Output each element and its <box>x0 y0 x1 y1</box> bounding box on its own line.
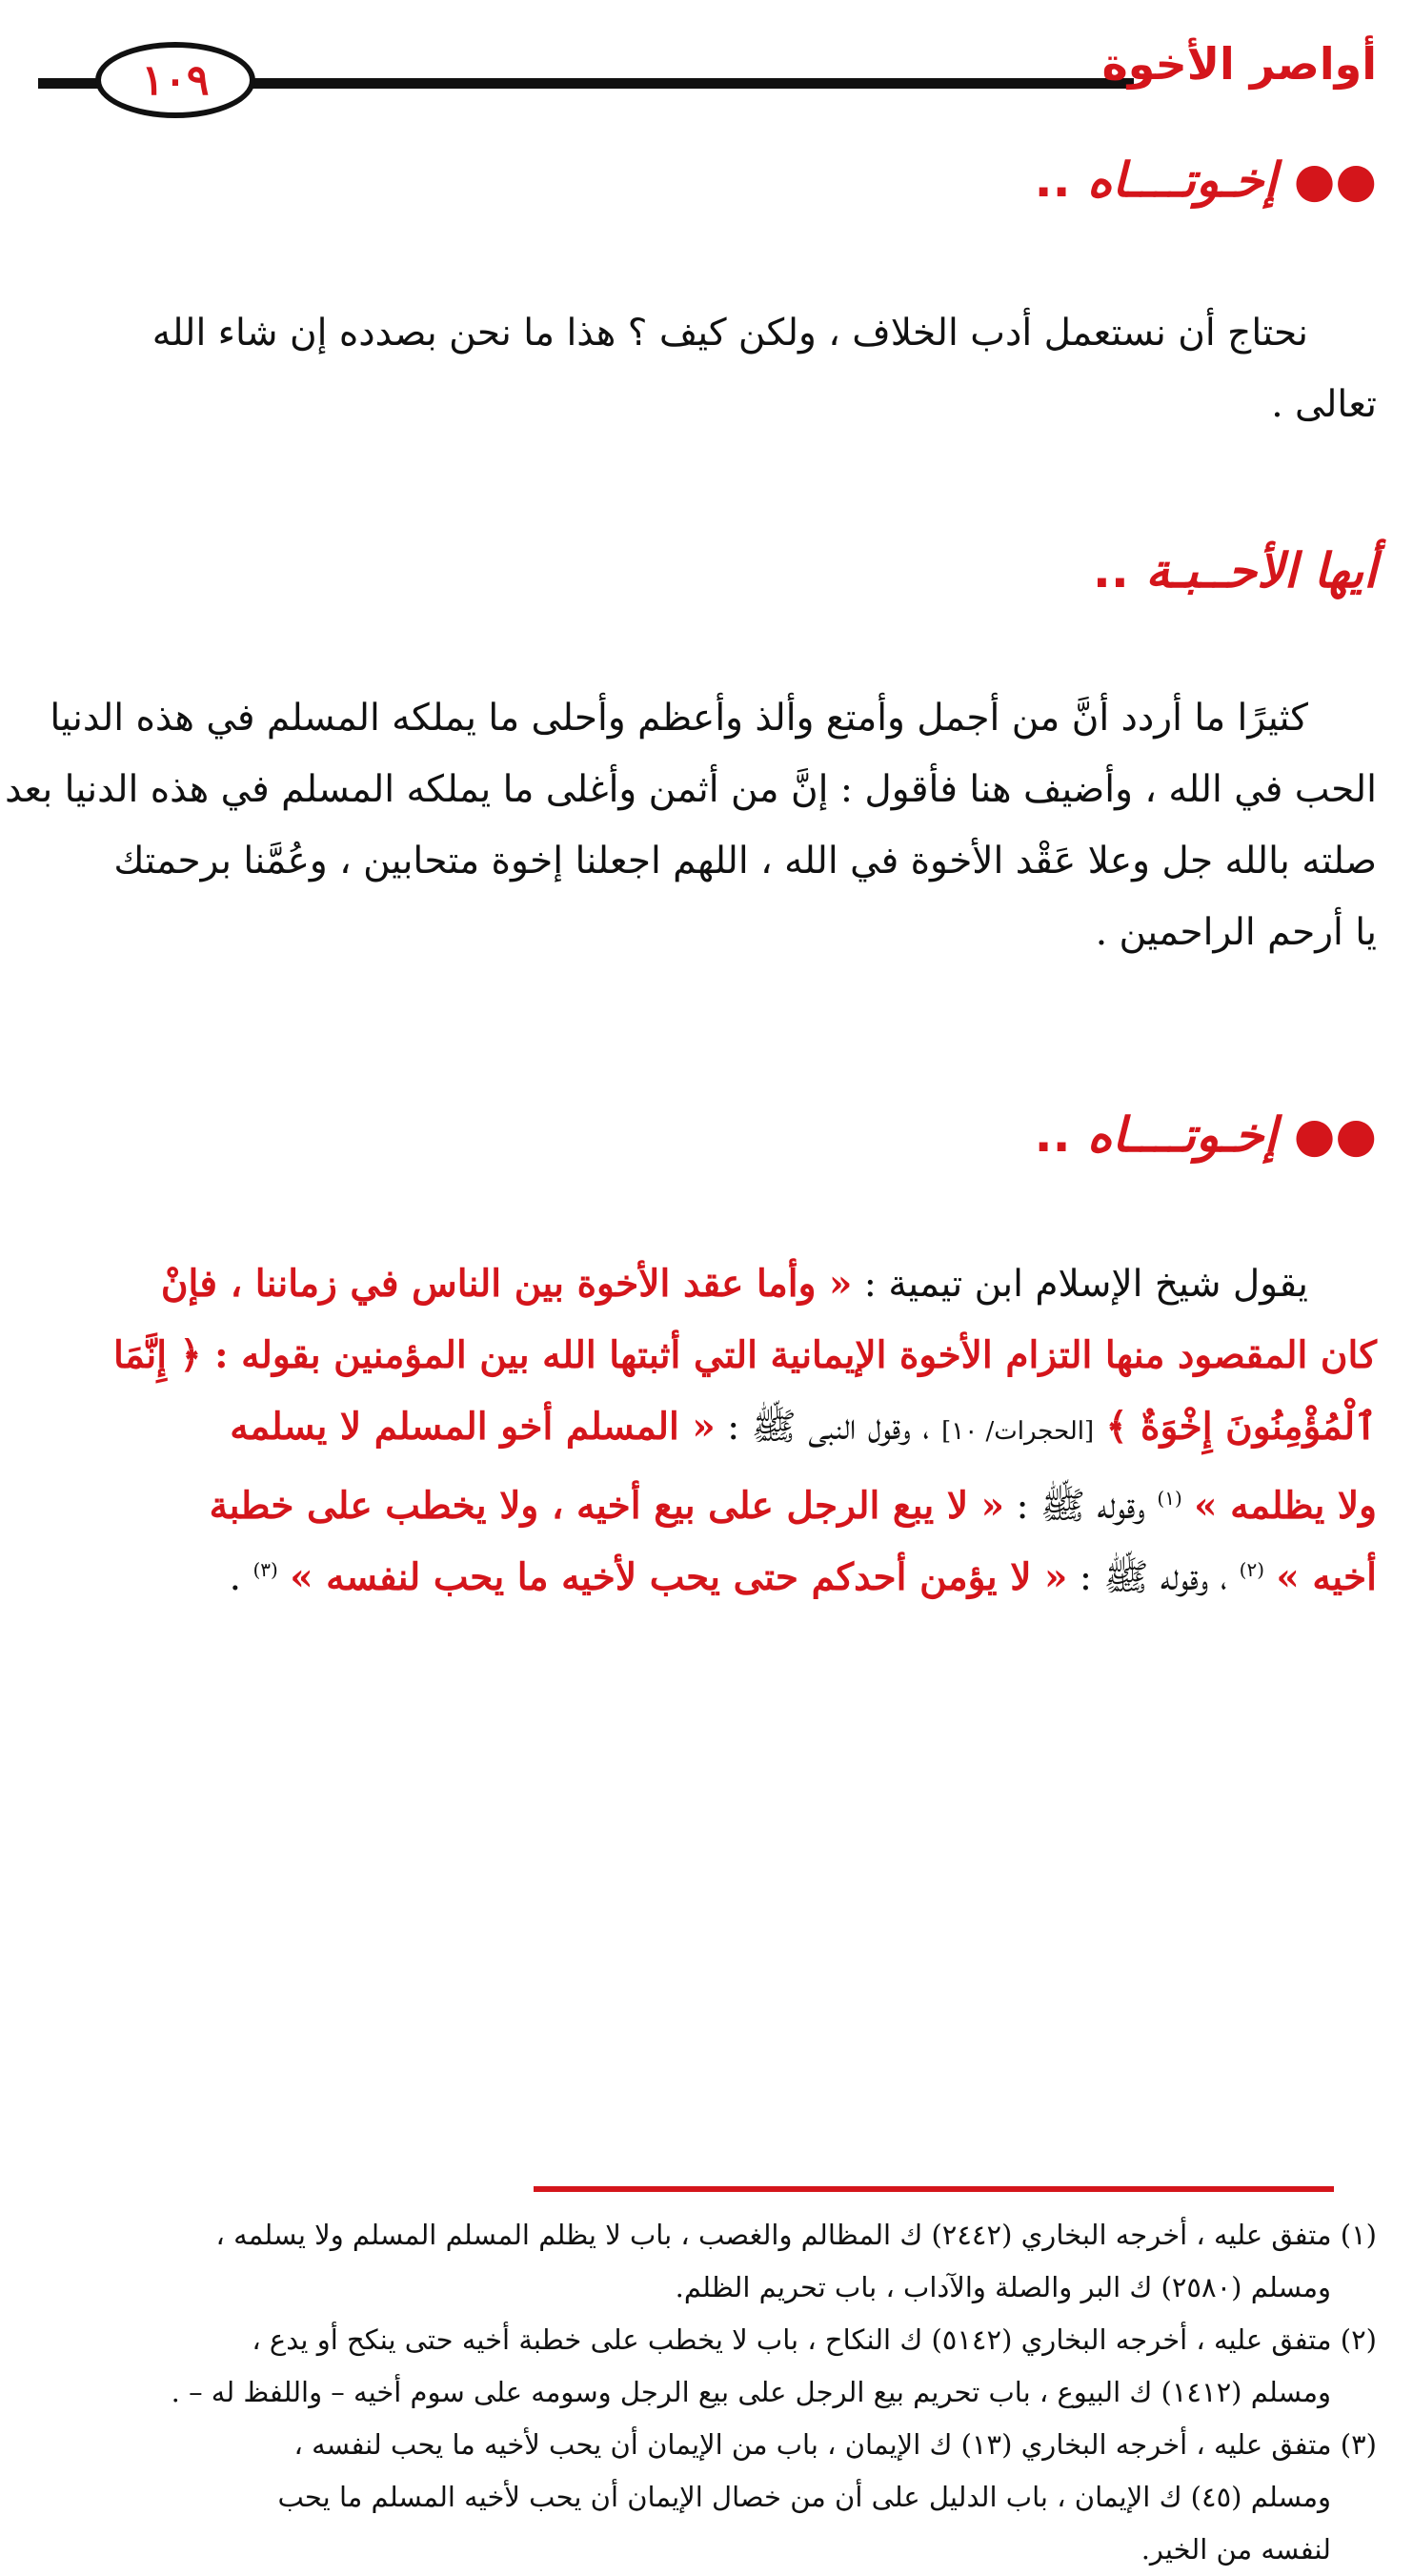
paragraph-line <box>38 1320 1377 1391</box>
quote-text: كان المقصود منها التزام الأخوة الإيمانية التي أثبتها الله بين المؤمنين بقوله : ﴿ إِنَّمَا <box>112 1333 1377 1377</box>
heading-bullet: ●● <box>1293 152 1377 208</box>
section-heading-2 <box>1083 543 1377 598</box>
section-heading-3 <box>1025 1107 1377 1163</box>
paragraph-line: الحب في الله ، وأضيف هنا فأقول : إنَّ من أثمن وأغلى ما يملكه المسلم في هذه الدنيا بعد <box>5 768 1377 811</box>
section-heading-1 <box>1025 152 1377 208</box>
quran-verse: ٱلْمُؤْمِنُونَ إِخْوَةٌ ﴾ <box>1105 1405 1377 1449</box>
paragraph-2 <box>5 682 1377 968</box>
hadith-text: أخيه » <box>1276 1555 1377 1599</box>
sentence-end: . <box>229 1556 242 1599</box>
paragraph-line: تعالى . <box>1271 383 1377 426</box>
paragraph-line: نحتاج أن نستعمل أدب الخلاف ، ولكن كيف ؟ هذا ما نحن بصدده إن شاء الله <box>151 312 1308 355</box>
paragraph-3 <box>38 1248 1377 1606</box>
book-title: أواصر الأخوة <box>1101 38 1377 90</box>
paragraph-line: يا أرحم الراحمين . <box>1095 911 1377 954</box>
paragraph-line <box>38 1391 1377 1463</box>
footnote-marker: (٣) <box>252 1558 278 1581</box>
verse-reference: [الحجرات/ ١٠] <box>941 1417 1095 1446</box>
connector-text: وقوله ﷺ : <box>1004 1485 1145 1528</box>
footnote-separator <box>534 2186 1334 2192</box>
page-number: ١٠٩ <box>141 55 210 105</box>
heading-dots: .. <box>1034 152 1071 208</box>
quote-intro: يقول شيخ الإسلام ابن تيمية : <box>852 1263 1308 1306</box>
footnote-marker: (٢) <box>1239 1558 1265 1581</box>
footnote-line: (٢) متفق عليه ، أخرجه البخاري (٥١٤٢) ك النكاح ، باب لا يخطب على خطبة أخيه حتى ينكح أو يدع ، <box>252 2323 1377 2356</box>
hadith-text: « لا يؤمن أحدكم حتى يحب لأخيه ما يحب لنفسه » <box>290 1555 1068 1599</box>
heading-text: أيها الأحــبـة <box>1145 543 1377 598</box>
footnote-line: (٣) متفق عليه ، أخرجه البخاري (١٣) ك الإيمان ، باب من الإيمان أن يحب لأخيه ما يحب لنفسه ، <box>293 2428 1377 2461</box>
footnote-line: (١) متفق عليه ، أخرجه البخاري (٢٤٤٢) ك المظالم والغصب ، باب لا يظلم المسلم المسلم ولا يسلمه ، <box>215 2219 1377 2251</box>
paragraph-line: كثيرًا ما أردد أنَّ من أجمل وأمتع وألذ وأعظم وأحلى ما يملكه المسلم في هذه الدنيا <box>50 697 1308 740</box>
paragraph-line <box>38 1248 1377 1320</box>
paragraph-line <box>38 1463 1377 1534</box>
quote-text: « وأما عقد الأخوة بين الناس في زماننا ، فإنْ <box>160 1262 853 1306</box>
footnote-line: لنفسه من الخير. <box>1140 2533 1331 2566</box>
hadith-text: « المسلم أخو المسلم لا يسلمه <box>230 1405 716 1449</box>
paragraph-1 <box>38 297 1377 440</box>
hadith-text: ولا يظلمه » <box>1194 1484 1377 1528</box>
footnote-line: ومسلم (٤٥) ك الإيمان ، باب الدليل على أن من خصال الإيمان أن يحب لأخيه المسلم ما يحب <box>277 2481 1331 2513</box>
footnote-marker: (١) <box>1157 1487 1182 1510</box>
heading-text: إخـوتــــاه <box>1087 152 1278 208</box>
heading-text: إخـوتــــاه <box>1087 1107 1278 1163</box>
footnote-line: ومسلم (١٤١٢) ك البيوع ، باب تحريم بيع الرجل على بيع الرجل وسومه على سوم أخيه – واللفظ له – . <box>171 2376 1331 2408</box>
heading-dots: .. <box>1034 1107 1071 1163</box>
footnotes <box>38 2209 1377 2576</box>
paragraph-line <box>38 1534 1377 1606</box>
connector-text: ، وقوله ﷺ : <box>1067 1556 1228 1599</box>
heading-dots: .. <box>1092 543 1129 598</box>
connector-text: ، وقول النبى ﷺ : <box>715 1406 930 1449</box>
page-number-badge <box>95 42 255 118</box>
hadith-text: « لا يبع الرجل على بيع أخيه ، ولا يخطب على خطبة <box>209 1484 1005 1528</box>
paragraph-line: صلته بالله جل وعلا عَقْد الأخوة في الله ، اللهم اجعلنا إخوة متحابين ، وعُمَّنا برحمتك <box>113 840 1377 882</box>
footnote-line: ومسلم (٢٥٨٠) ك البر والصلة والآداب ، باب تحريم الظلم. <box>675 2271 1331 2303</box>
heading-bullet: ●● <box>1293 1107 1377 1163</box>
